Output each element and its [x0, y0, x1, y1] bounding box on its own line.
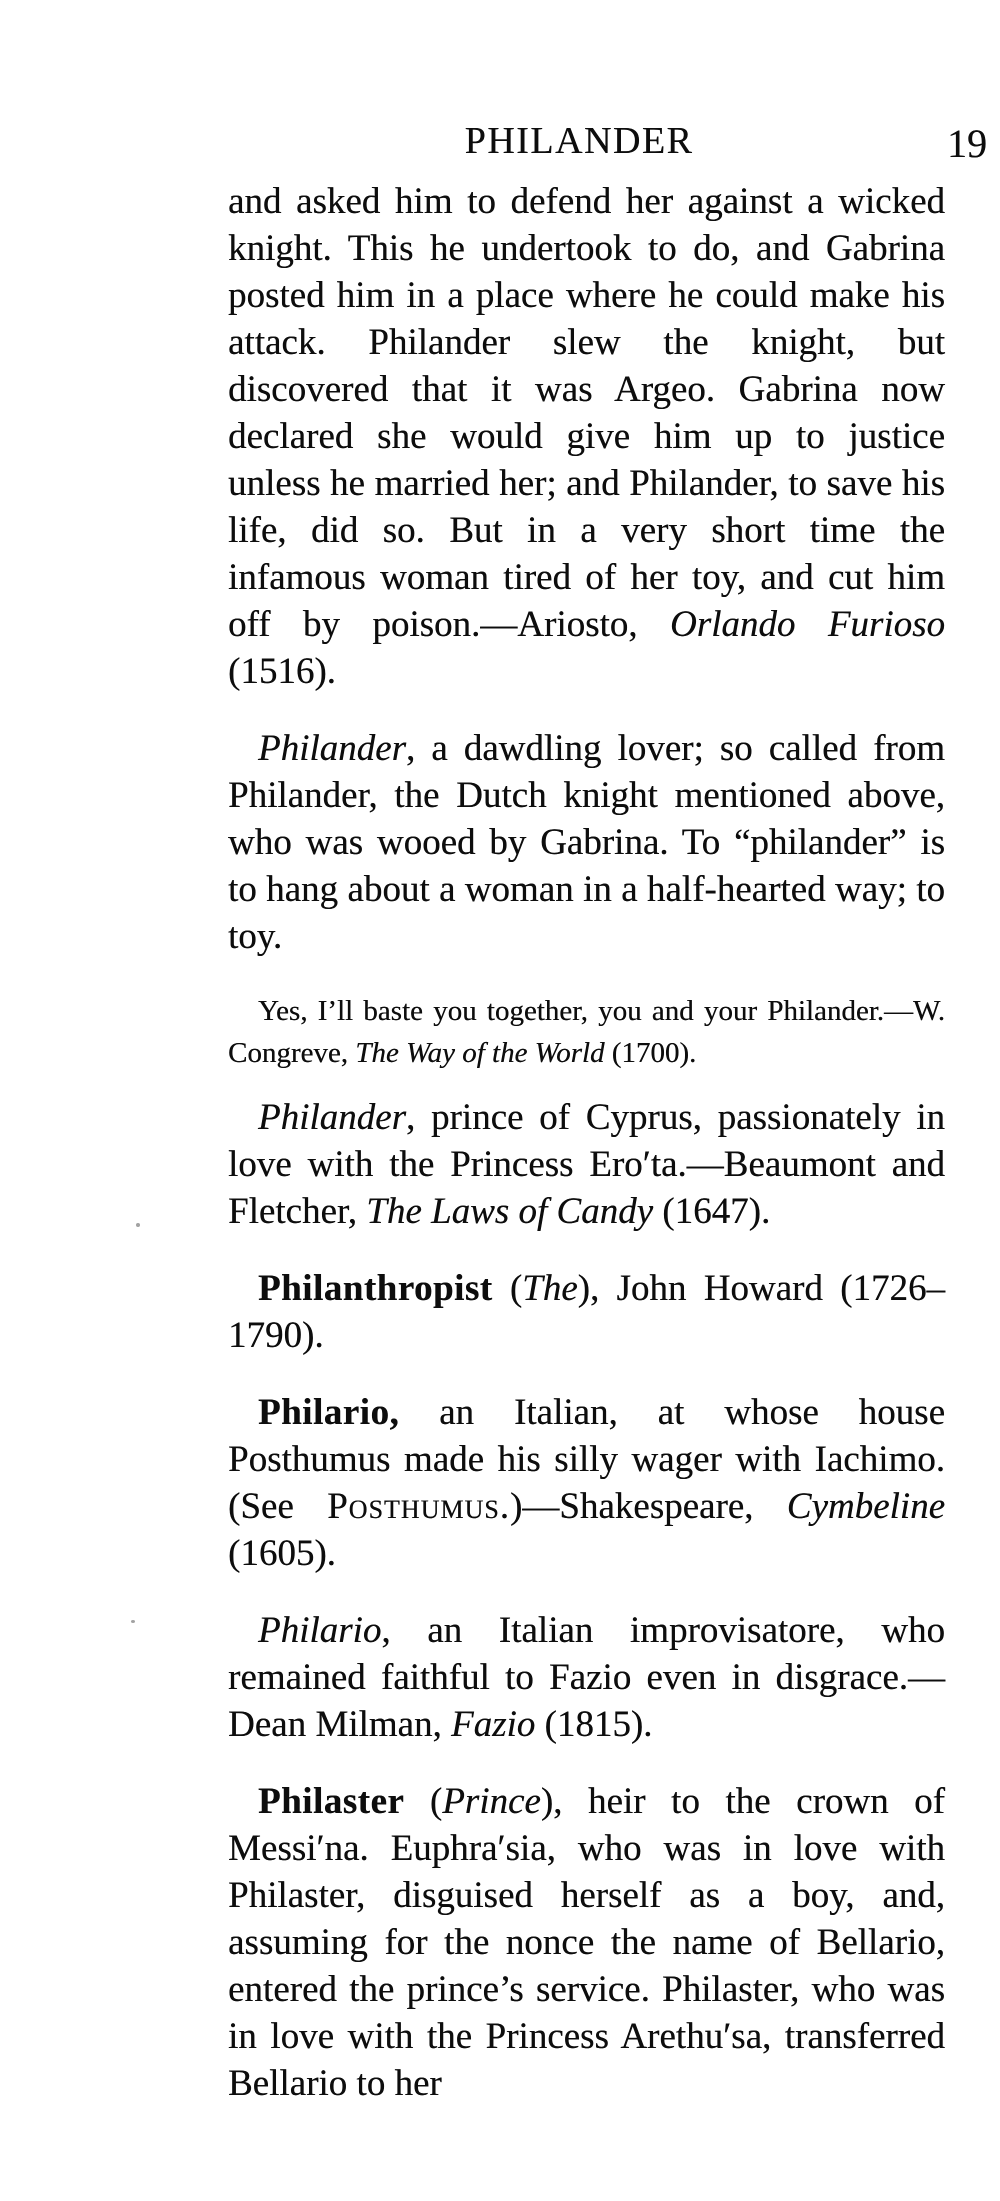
text-segment: (1516). — [228, 651, 336, 692]
text-segment: , prince of Cyprus, passionately in love with the Princess Ero′ta.—Beaumont and Fletcher, — [228, 1097, 945, 1232]
text-segment: ), heir to the crown of Messi′na. Euphra′sia, who was in love with Philaster, disguised herself as a boy, and, assuming for the nonce the name of Bellario, entered the prince’s service. Philaster, who was in love with the Princess Arethu′sa, transferred Bellario to her — [228, 1781, 945, 2104]
text-segment: (1647). — [653, 1191, 771, 1232]
text-segment: Philaster — [258, 1781, 405, 1822]
paragraph — [228, 1094, 945, 1235]
paragraph — [228, 178, 945, 695]
text-segment: ( — [492, 1268, 523, 1309]
text-segment: and asked him to defend her against a wicked knight. This he undertook to do, and Gabrina posted him in a place where he could make his attack. Philander slew the knight, but discovered that it was Argeo. Gabrina now declared she would give him up to justice unless he married her; and Philander, to save his life, did so. But in a very short time the infamous woman tired of her toy, and cut him off by poison.—Ariosto, — [228, 181, 945, 645]
paragraph — [228, 1778, 945, 2107]
text-segment: (1605). — [228, 1533, 336, 1574]
text-segment: , an Italian improvisatore, who remained faithful to Fazio even in disgrace.—Dean Milman, — [228, 1610, 945, 1745]
text-segment: ( — [404, 1781, 443, 1822]
text-segment: Philario, — [258, 1392, 400, 1433]
text-segment: ), John Howard (1726–1790). — [228, 1268, 945, 1356]
paragraph — [228, 725, 945, 960]
text-segment: Posthumus. — [327, 1486, 510, 1527]
text-segment: Cymbeline — [786, 1486, 946, 1527]
text-segment: The — [522, 1268, 578, 1309]
text-segment: (1700). — [604, 1037, 697, 1069]
text-segment: Philanthropist — [258, 1268, 493, 1309]
text-segment: The Way of the World — [355, 1037, 605, 1069]
text-segment: an Italian, at whose house Posthumus made his silly wager with Iachimo. (See — [228, 1392, 945, 1527]
text-segment: Orlando Furioso — [669, 604, 946, 645]
paragraph — [228, 990, 945, 1074]
text-column — [228, 178, 945, 2137]
text-segment: Fazio — [450, 1704, 536, 1745]
text-segment: The Laws of Candy — [366, 1191, 654, 1232]
text-segment: Yes, I’ll baste you together, you and your Philander.—W. Congreve, — [228, 995, 945, 1069]
text-segment: Philander — [258, 1097, 406, 1138]
scan-speck — [136, 1223, 140, 1227]
text-segment: , a dawdling lover; so called from Philander, the Dutch knight mentioned above, who was wooed by Gabrina. To “philander” is to hang about a woman in a half-hearted way; to toy. — [228, 728, 945, 957]
text-segment: Philario — [258, 1610, 382, 1651]
text-segment: )—Shakespeare, — [509, 1486, 787, 1527]
text-segment: Philander — [258, 728, 406, 769]
text-segment: Prince — [442, 1781, 541, 1822]
paragraph — [228, 1607, 945, 1748]
page-number: 19 — [947, 121, 987, 166]
paragraph — [228, 1265, 945, 1359]
paragraph — [228, 1389, 945, 1577]
scan-speck — [131, 1620, 135, 1623]
text-segment: (1815). — [535, 1704, 653, 1745]
running-head: PHILANDER — [464, 120, 694, 162]
